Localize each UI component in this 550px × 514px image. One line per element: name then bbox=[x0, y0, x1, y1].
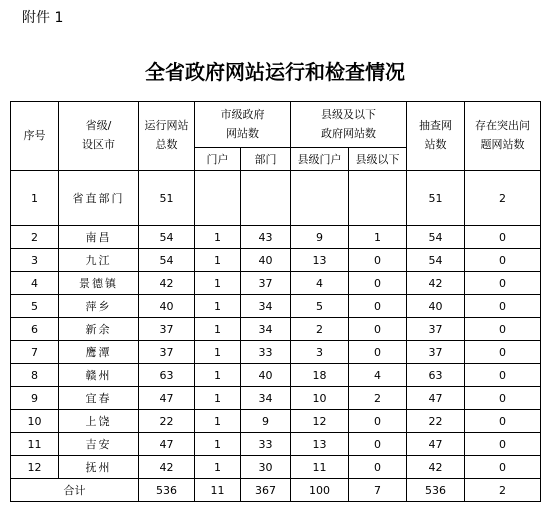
cell-city-portal: 1 bbox=[195, 433, 241, 456]
cell-sampled: 47 bbox=[407, 387, 465, 410]
cell-region: 鹰潭 bbox=[59, 341, 139, 364]
cell-region: 南昌 bbox=[59, 226, 139, 249]
cell-county-below: 0 bbox=[349, 410, 407, 433]
cell-seq: 7 bbox=[11, 341, 59, 364]
header-city-portal: 门户 bbox=[195, 148, 241, 171]
cell-seq: 2 bbox=[11, 226, 59, 249]
cell-total: 51 bbox=[139, 171, 195, 226]
cell-total: 47 bbox=[139, 433, 195, 456]
totals-county-below: 7 bbox=[349, 479, 407, 502]
header-running-total: 运行网站 总数 bbox=[139, 102, 195, 171]
table-row bbox=[11, 410, 541, 433]
cell-county-portal: 10 bbox=[291, 387, 349, 410]
cell-seq: 8 bbox=[11, 364, 59, 387]
table-row bbox=[11, 364, 541, 387]
totals-problems: 2 bbox=[465, 479, 541, 502]
cell-city-portal: 1 bbox=[195, 341, 241, 364]
header-sampled: 抽查网 站数 bbox=[407, 102, 465, 171]
cell-city-dept: 30 bbox=[241, 456, 291, 479]
cell-sampled: 40 bbox=[407, 295, 465, 318]
cell-problems: 0 bbox=[465, 387, 541, 410]
cell-region: 赣州 bbox=[59, 364, 139, 387]
cell-county-portal: 4 bbox=[291, 272, 349, 295]
cell-county-below: 0 bbox=[349, 433, 407, 456]
cell-county-below: 0 bbox=[349, 295, 407, 318]
totals-row bbox=[11, 479, 541, 502]
cell-sampled: 22 bbox=[407, 410, 465, 433]
cell-seq: 11 bbox=[11, 433, 59, 456]
cell-seq: 5 bbox=[11, 295, 59, 318]
cell-total: 47 bbox=[139, 387, 195, 410]
cell-city-portal: 1 bbox=[195, 387, 241, 410]
cell-county-portal: 2 bbox=[291, 318, 349, 341]
cell-county-below: 0 bbox=[349, 272, 407, 295]
cell-county-below: 2 bbox=[349, 387, 407, 410]
cell-county-portal: 18 bbox=[291, 364, 349, 387]
cell-city-portal: 1 bbox=[195, 295, 241, 318]
cell-city-portal: 1 bbox=[195, 364, 241, 387]
cell-sampled: 63 bbox=[407, 364, 465, 387]
cell-city-portal: 1 bbox=[195, 318, 241, 341]
cell-sampled: 37 bbox=[407, 318, 465, 341]
header-city-dept: 部门 bbox=[241, 148, 291, 171]
table-row bbox=[11, 387, 541, 410]
cell-county-below: 0 bbox=[349, 249, 407, 272]
cell-seq: 4 bbox=[11, 272, 59, 295]
cell-sampled: 54 bbox=[407, 226, 465, 249]
cell-region: 宜春 bbox=[59, 387, 139, 410]
cell-county-portal: 13 bbox=[291, 249, 349, 272]
cell-region: 新余 bbox=[59, 318, 139, 341]
cell-problems: 2 bbox=[465, 171, 541, 226]
header-city-sites: 市级政府 网站数 bbox=[195, 102, 291, 148]
table-row bbox=[11, 295, 541, 318]
cell-region: 抚州 bbox=[59, 456, 139, 479]
cell-county-portal: 13 bbox=[291, 433, 349, 456]
cell-county-portal: 3 bbox=[291, 341, 349, 364]
cell-total: 54 bbox=[139, 249, 195, 272]
header-problem-sites: 存在突出问 题网站数 bbox=[465, 102, 541, 171]
totals-city-dept: 367 bbox=[241, 479, 291, 502]
header-seq: 序号 bbox=[11, 102, 59, 171]
totals-county-portal: 100 bbox=[291, 479, 349, 502]
cell-total: 54 bbox=[139, 226, 195, 249]
table-row bbox=[11, 456, 541, 479]
cell-sampled: 42 bbox=[407, 272, 465, 295]
totals-label: 合计 bbox=[11, 479, 139, 502]
page-title: 全省政府网站运行和检查情况 bbox=[145, 60, 405, 84]
cell-problems: 0 bbox=[465, 433, 541, 456]
cell-county-portal bbox=[291, 171, 349, 226]
cell-seq: 3 bbox=[11, 249, 59, 272]
cell-city-dept: 34 bbox=[241, 387, 291, 410]
cell-county-below: 1 bbox=[349, 226, 407, 249]
table-row bbox=[11, 433, 541, 456]
cell-region: 吉安 bbox=[59, 433, 139, 456]
cell-county-portal: 9 bbox=[291, 226, 349, 249]
cell-problems: 0 bbox=[465, 272, 541, 295]
cell-total: 42 bbox=[139, 456, 195, 479]
cell-county-below: 4 bbox=[349, 364, 407, 387]
cell-seq: 6 bbox=[11, 318, 59, 341]
cell-problems: 0 bbox=[465, 410, 541, 433]
cell-region: 萍乡 bbox=[59, 295, 139, 318]
annex-label: 附件 1 bbox=[22, 10, 64, 26]
cell-city-dept: 9 bbox=[241, 410, 291, 433]
cell-city-dept: 43 bbox=[241, 226, 291, 249]
cell-city-dept: 37 bbox=[241, 272, 291, 295]
cell-city-portal: 1 bbox=[195, 456, 241, 479]
table-row bbox=[11, 272, 541, 295]
cell-sampled: 47 bbox=[407, 433, 465, 456]
table-row bbox=[11, 226, 541, 249]
cell-sampled: 51 bbox=[407, 171, 465, 226]
cell-county-below: 0 bbox=[349, 341, 407, 364]
cell-total: 37 bbox=[139, 341, 195, 364]
cell-total: 37 bbox=[139, 318, 195, 341]
cell-city-portal: 1 bbox=[195, 249, 241, 272]
cell-total: 63 bbox=[139, 364, 195, 387]
header-region: 省级/ 设区市 bbox=[59, 102, 139, 171]
header-county-sites: 县级及以下 政府网站数 bbox=[291, 102, 407, 148]
cell-city-dept: 34 bbox=[241, 295, 291, 318]
table-row bbox=[11, 341, 541, 364]
cell-problems: 0 bbox=[465, 364, 541, 387]
cell-city-dept: 33 bbox=[241, 433, 291, 456]
cell-problems: 0 bbox=[465, 456, 541, 479]
cell-region: 上饶 bbox=[59, 410, 139, 433]
cell-city-portal: 1 bbox=[195, 410, 241, 433]
cell-county-portal: 12 bbox=[291, 410, 349, 433]
cell-problems: 0 bbox=[465, 318, 541, 341]
cell-problems: 0 bbox=[465, 249, 541, 272]
table-row bbox=[11, 249, 541, 272]
cell-county-below: 0 bbox=[349, 456, 407, 479]
cell-county-below: 0 bbox=[349, 318, 407, 341]
cell-county-below bbox=[349, 171, 407, 226]
cell-city-portal: 1 bbox=[195, 272, 241, 295]
cell-city-dept: 40 bbox=[241, 364, 291, 387]
header-county-portal: 县级门户 bbox=[291, 148, 349, 171]
totals-sampled: 536 bbox=[407, 479, 465, 502]
cell-seq: 9 bbox=[11, 387, 59, 410]
cell-city-dept: 33 bbox=[241, 341, 291, 364]
cell-city-dept: 40 bbox=[241, 249, 291, 272]
cell-total: 42 bbox=[139, 272, 195, 295]
cell-region: 景德镇 bbox=[59, 272, 139, 295]
table-row bbox=[11, 318, 541, 341]
table-row bbox=[11, 171, 541, 226]
cell-seq: 10 bbox=[11, 410, 59, 433]
totals-city-portal: 11 bbox=[195, 479, 241, 502]
cell-city-dept bbox=[241, 171, 291, 226]
cell-problems: 0 bbox=[465, 226, 541, 249]
cell-sampled: 42 bbox=[407, 456, 465, 479]
cell-county-portal: 5 bbox=[291, 295, 349, 318]
cell-seq: 1 bbox=[11, 171, 59, 226]
cell-total: 22 bbox=[139, 410, 195, 433]
cell-sampled: 54 bbox=[407, 249, 465, 272]
cell-problems: 0 bbox=[465, 295, 541, 318]
cell-city-dept: 34 bbox=[241, 318, 291, 341]
cell-problems: 0 bbox=[465, 341, 541, 364]
cell-sampled: 37 bbox=[407, 341, 465, 364]
header-county-below: 县级以下 bbox=[349, 148, 407, 171]
cell-county-portal: 11 bbox=[291, 456, 349, 479]
cell-city-portal: 1 bbox=[195, 226, 241, 249]
website-inspection-table bbox=[10, 101, 541, 502]
cell-region: 九江 bbox=[59, 249, 139, 272]
cell-region: 省直部门 bbox=[59, 171, 139, 226]
cell-city-portal bbox=[195, 171, 241, 226]
cell-seq: 12 bbox=[11, 456, 59, 479]
cell-total: 40 bbox=[139, 295, 195, 318]
totals-total: 536 bbox=[139, 479, 195, 502]
